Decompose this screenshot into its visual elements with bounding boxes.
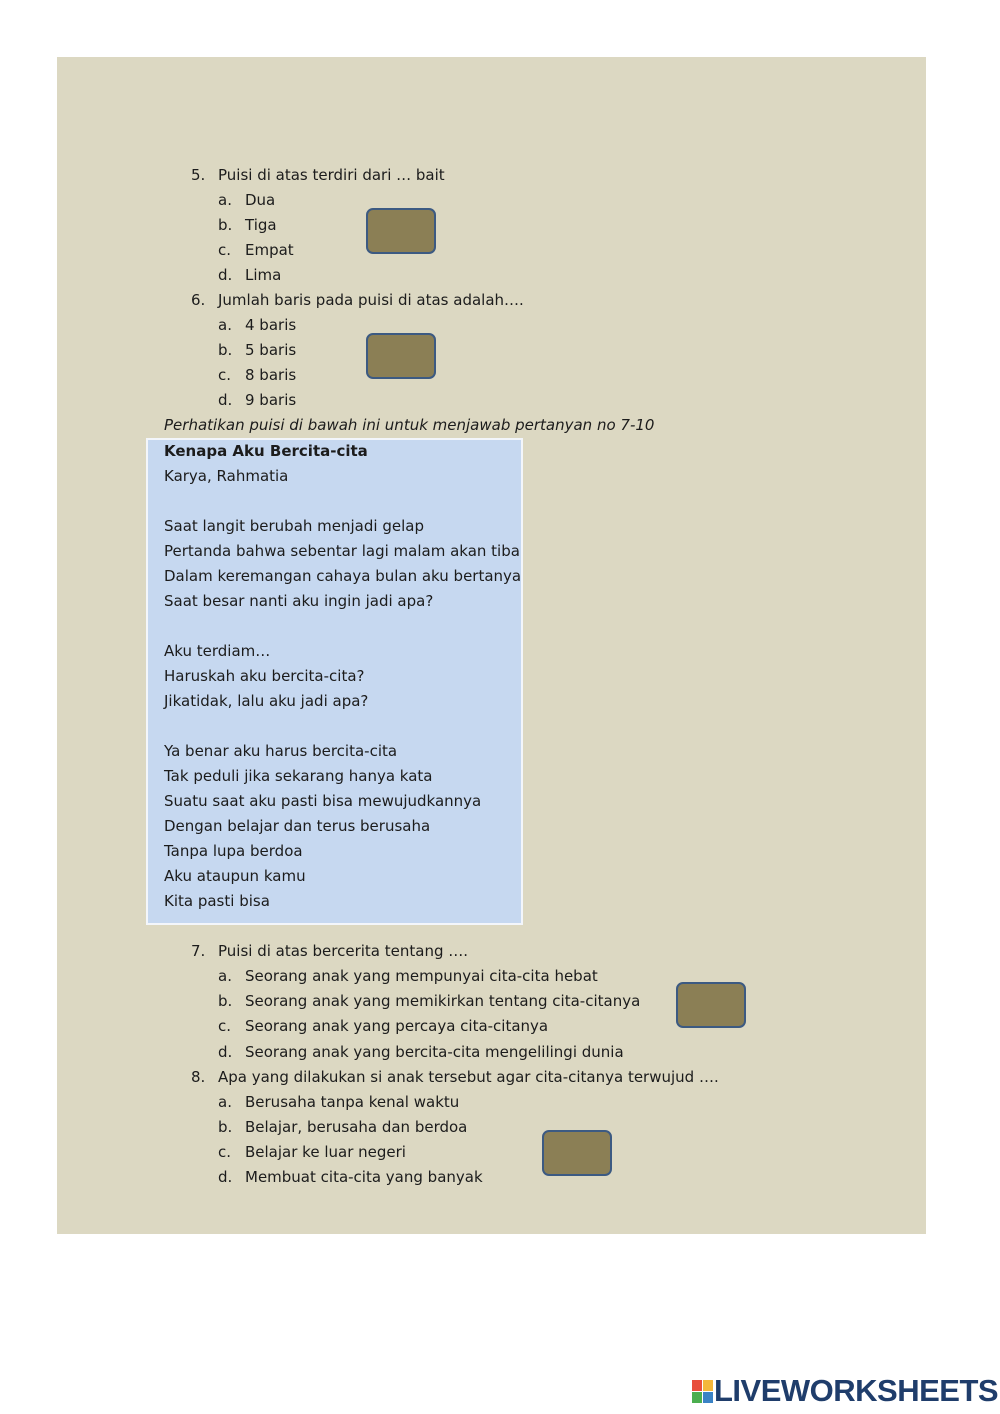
poem-title: Kenapa Aku Bercita-cita: [164, 442, 368, 460]
q8-option-a-letter: a.: [218, 1093, 232, 1111]
q6-option-c: 8 baris: [245, 366, 297, 384]
answer-box-q5[interactable]: [366, 208, 436, 254]
q7-option-a-letter: a.: [218, 967, 232, 985]
poem-line: Saat langit berubah menjadi gelap: [164, 517, 424, 535]
q8-option-b-letter: b.: [218, 1118, 233, 1136]
poem-line: Tak peduli jika sekarang hanya kata: [164, 767, 433, 785]
q7-option-d: Seorang anak yang bercita-cita mengelilingi dunia: [245, 1043, 624, 1061]
q6-option-a-letter: a.: [218, 316, 232, 334]
q6-option-d: 9 baris: [245, 391, 297, 409]
q5-option-b-letter: b.: [218, 216, 233, 234]
q5-option-b: Tiga: [245, 216, 277, 234]
q7-option-d-letter: d.: [218, 1043, 233, 1061]
q7-option-c-letter: c.: [218, 1017, 232, 1035]
q8-option-c: Belajar ke luar negeri: [245, 1143, 406, 1161]
poem-line: Dengan belajar dan terus berusaha: [164, 817, 431, 835]
poem-line: Dalam keremangan cahaya bulan aku bertanya: [164, 567, 522, 585]
q6-option-c-letter: c.: [218, 366, 232, 384]
q6-option-b-letter: b.: [218, 341, 233, 359]
q5-option-c-letter: c.: [218, 241, 232, 259]
q6-option-a: 4 baris: [245, 316, 297, 334]
q5-option-a: Dua: [245, 191, 276, 209]
q8-option-c-letter: c.: [218, 1143, 232, 1161]
answer-box-q6[interactable]: [366, 333, 436, 379]
answer-box-q7[interactable]: [676, 982, 746, 1028]
brand-name: LIVEWORKSHEETS: [714, 1373, 999, 1408]
question-5-text: Puisi di atas terdiri dari … bait: [218, 166, 445, 184]
question-7-number: 7.: [191, 942, 206, 960]
question-8-text: Apa yang dilakukan si anak tersebut agar cita-citanya terwujud ….: [218, 1068, 719, 1086]
question-8-number: 8.: [191, 1068, 206, 1086]
poem-line: Aku terdiam…: [164, 642, 271, 660]
q5-option-c: Empat: [245, 241, 294, 259]
q7-option-b: Seorang anak yang memikirkan tentang cita-citanya: [245, 992, 641, 1010]
q7-option-b-letter: b.: [218, 992, 233, 1010]
poem-line: Tanpa lupa berdoa: [164, 842, 303, 860]
q7-option-c: Seorang anak yang percaya cita-citanya: [245, 1017, 549, 1035]
liveworksheets-logo-icon: [692, 1380, 712, 1402]
poem-author: Karya, Rahmatia: [164, 467, 289, 485]
poem-line: Suatu saat aku pasti bisa mewujudkannya: [164, 792, 482, 810]
q5-option-d: Lima: [245, 266, 282, 284]
q5-option-d-letter: d.: [218, 266, 233, 284]
q8-option-d-letter: d.: [218, 1168, 233, 1186]
poem-line: Jikatidak, lalu aku jadi apa?: [164, 692, 369, 710]
poem-line: Ya benar aku harus bercita-cita: [164, 742, 398, 760]
poem-line: Saat besar nanti aku ingin jadi apa?: [164, 592, 434, 610]
q6-option-b: 5 baris: [245, 341, 297, 359]
instruction-text: Perhatikan puisi di bawah ini untuk menjawab pertanyan no 7-10: [164, 416, 655, 434]
question-5-number: 5.: [191, 166, 206, 184]
poem-line: Haruskah aku bercita-cita?: [164, 667, 365, 685]
q5-option-a-letter: a.: [218, 191, 232, 209]
q8-option-d: Membuat cita-cita yang banyak: [245, 1168, 483, 1186]
answer-box-q8[interactable]: [542, 1130, 612, 1176]
poem-line: Pertanda bahwa sebentar lagi malam akan tiba: [164, 542, 520, 560]
poem-line: Kita pasti bisa: [164, 892, 270, 910]
liveworksheets-brand: [692, 1374, 998, 1408]
poem-line: Aku ataupun kamu: [164, 867, 306, 885]
q8-option-b: Belajar, berusaha dan berdoa: [245, 1118, 468, 1136]
question-7-text: Puisi di atas bercerita tentang ….: [218, 942, 469, 960]
question-6-number: 6.: [191, 291, 206, 309]
q6-option-d-letter: d.: [218, 391, 233, 409]
q7-option-a: Seorang anak yang mempunyai cita-cita hebat: [245, 967, 598, 985]
q8-option-a: Berusaha tanpa kenal waktu: [245, 1093, 460, 1111]
question-6-text: Jumlah baris pada puisi di atas adalah….: [218, 291, 524, 309]
